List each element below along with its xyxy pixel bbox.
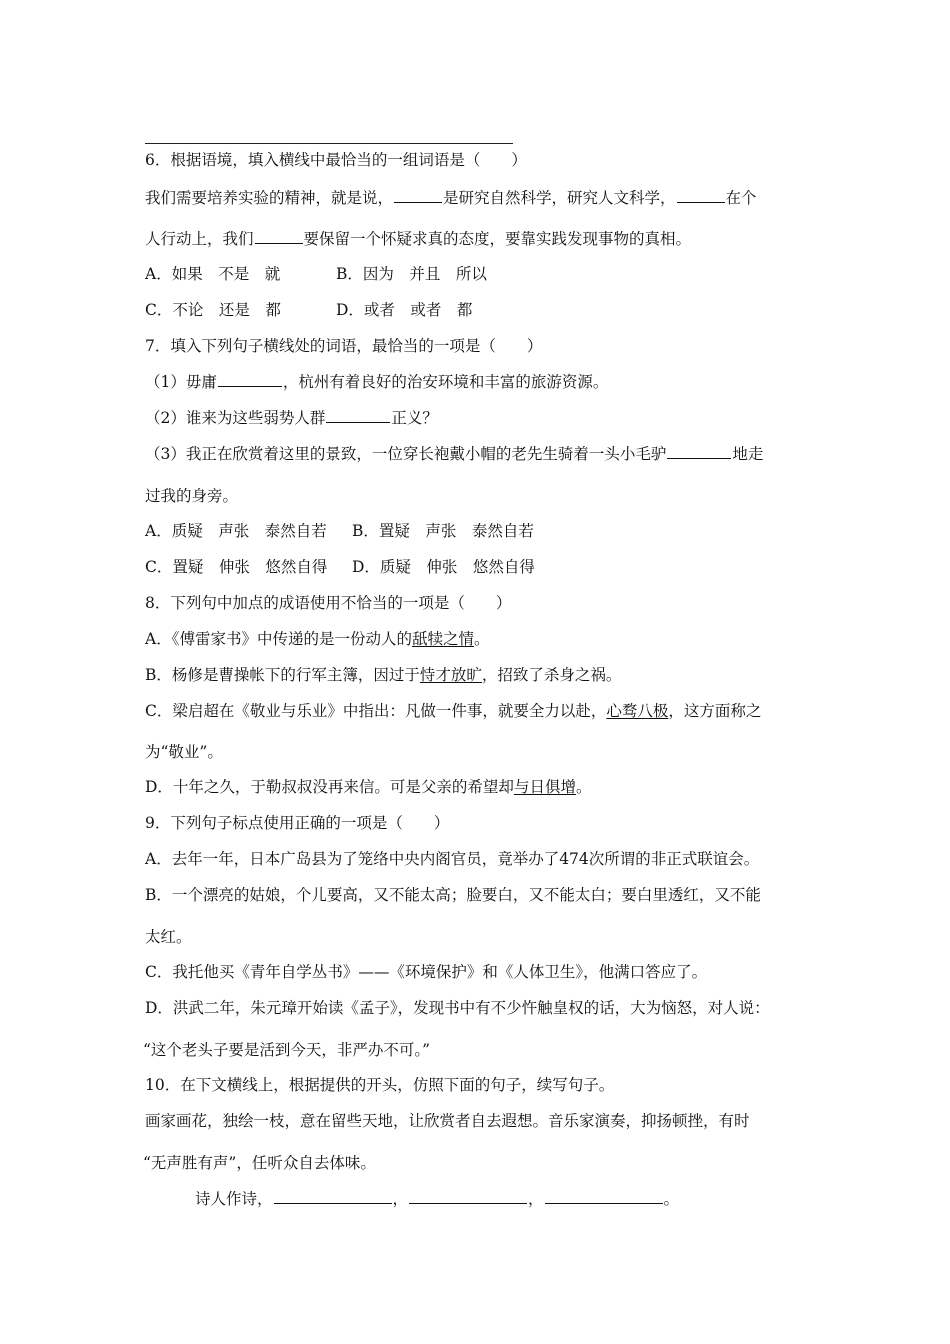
q7-sentence-2: （2）谁来为这些弱势人群 正义？ <box>145 409 438 427</box>
q9-option-b: B．一个漂亮的姑娘，个儿要高，又不能太高；脸要白，又不能太白；要白里透红，又不能 <box>145 886 761 904</box>
q6-stem: 6．根据语境，填入横线中最恰当的一组词语是（ ） <box>145 151 527 169</box>
q8-option-c: C．梁启超在《敬业与乐业》中指出：凡做一件事，就要全力以赴，心骛八极，这方面称之 <box>145 702 762 720</box>
q6-passage-line2: 人行动上，我们 要保留一个怀疑求真的态度，要靠实践发现事物的真相。 <box>145 230 692 248</box>
q6-blank-1[interactable] <box>394 188 442 203</box>
q8-option-d: D．十年之久，于勒叔叔没再来信。可是父亲的希望却与日俱增。 <box>145 778 592 796</box>
q10-blank-3[interactable] <box>545 1189 663 1204</box>
q7-option-c: C．置疑 伸张 悠然自得 <box>145 558 328 576</box>
q7-sentence-1: （1）毋庸 ，杭州有着良好的治安环境和丰富的旅游资源。 <box>145 373 609 391</box>
q8-idiom-c: 心骛八极 <box>606 702 669 720</box>
q6-blank-3[interactable] <box>255 229 303 244</box>
q7-blank-2[interactable] <box>326 408 390 423</box>
q8-idiom-d: 与日俱增 <box>513 778 576 796</box>
q10-blank-2[interactable] <box>409 1189 527 1204</box>
q9-stem: 9．下列句子标点使用正确的一项是（ ） <box>145 814 450 832</box>
q7-option-b: B．置疑 声张 泰然自若 <box>352 522 534 540</box>
q9-option-d: D．洪武二年，朱元璋开始读《孟子》，发现书中有不少忤触皇权的话，大为恼怒，对人说： <box>145 999 770 1017</box>
q6-option-c: C．不论 还是 都 <box>145 301 281 319</box>
q9-option-d-cont: “这个老头子要是活到今天，非严办不可。” <box>143 1041 431 1059</box>
q10-answer-line: 诗人作诗， ， ， 。 <box>195 1190 680 1208</box>
q8-option-c-cont: 为“敬业”。 <box>145 743 223 761</box>
q7-blank-1[interactable] <box>218 372 282 387</box>
q7-sentence-3-cont: 过我的身旁。 <box>145 487 239 505</box>
q6-option-d: D．或者 或者 都 <box>336 301 473 319</box>
q7-option-a: A．质疑 声张 泰然自若 <box>145 522 327 540</box>
q7-sentence-3: （3）我正在欣赏着这里的景致，一位穿长袍戴小帽的老先生骑着一头小毛驴 地走 <box>145 445 764 463</box>
q6-passage-line1: 我们需要培养实验的精神，就是说， 是研究自然科学，研究人文科学， 在个 <box>145 189 757 207</box>
q7-option-d: D．质疑 伸张 悠然自得 <box>352 558 535 576</box>
q10-stem: 10．在下文横线上，根据提供的开头，仿照下面的句子，续写句子。 <box>145 1076 615 1094</box>
q8-option-a: A．《傅雷家书》中传递的是一份动人的舐犊之情。 <box>145 630 490 648</box>
q10-passage-line2: “无声胜有声”，任听众自去体味。 <box>143 1154 376 1172</box>
top-divider-line <box>145 143 513 144</box>
q8-idiom-a: 舐犊之情 <box>411 630 474 648</box>
q7-stem: 7．填入下列句子横线处的词语，最恰当的一项是（ ） <box>145 337 543 355</box>
q10-blank-1[interactable] <box>274 1189 392 1204</box>
q6-option-a: A．如果 不是 就 <box>145 265 281 283</box>
q9-option-c: C．我托他买《青年自学丛书》——《环境保护》和《人体卫生》，他满口答应了。 <box>145 963 708 981</box>
q6-blank-2[interactable] <box>677 188 725 203</box>
q6-option-b: B．因为 并且 所以 <box>336 265 487 283</box>
q8-idiom-b: 恃才放旷 <box>419 666 482 684</box>
q10-passage-line1: 画家画花，独绘一枝，意在留些天地，让欣赏者自去遐想。音乐家演奏，抑扬顿挫，有时 <box>145 1112 750 1130</box>
q7-blank-3[interactable] <box>667 444 731 459</box>
q8-option-b: B．杨修是曹操帐下的行军主簿，因过于恃才放旷，招致了杀身之祸。 <box>145 666 622 684</box>
q9-option-b-cont: 太红。 <box>145 928 192 946</box>
q8-stem: 8．下列句中加点的成语使用不恰当的一项是（ ） <box>145 594 512 612</box>
q9-option-a: A．去年一年，日本广岛县为了笼络中央内阁官员，竟举办了474次所谓的非正式联谊会。 <box>145 850 760 868</box>
